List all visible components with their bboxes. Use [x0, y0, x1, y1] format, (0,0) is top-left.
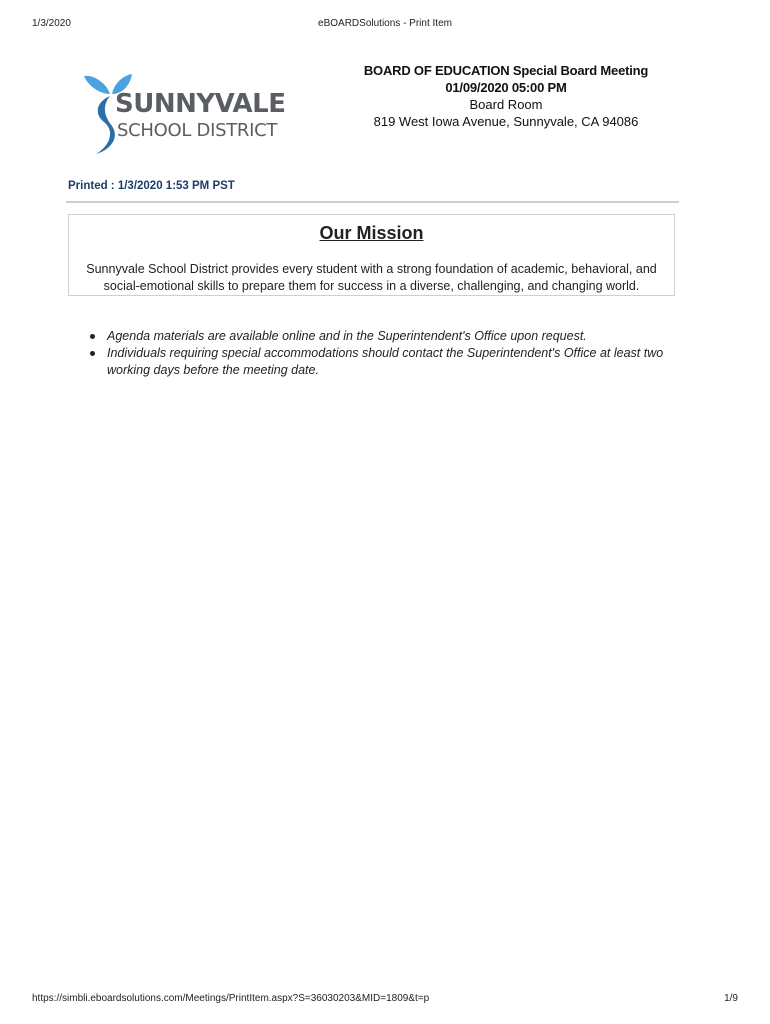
mission-box — [68, 214, 675, 296]
list-item — [88, 345, 678, 379]
print-date: 1/3/2020 — [32, 18, 71, 29]
logo-swoosh-icon — [96, 96, 115, 154]
logo-leaf-left-icon — [84, 76, 110, 94]
list-item — [88, 328, 678, 345]
mission-title: Our Mission — [319, 223, 424, 243]
meeting-room: Board Room — [469, 97, 543, 112]
notes-list — [88, 328, 678, 379]
print-title: eBOARDSolutions - Print Item — [318, 18, 452, 29]
printed-timestamp: Printed : 1/3/2020 1:53 PM PST — [68, 180, 235, 192]
print-header — [32, 18, 738, 32]
meeting-info — [346, 62, 666, 130]
page-number: 1/9 — [724, 993, 738, 1004]
bullet-icon — [90, 334, 95, 339]
bullet-icon — [90, 351, 95, 356]
divider — [66, 201, 679, 203]
page-url: https://simbli.eboardsolutions.com/Meetings/PrintItem.aspx?S=36030203&MID=1809&t=p — [32, 993, 430, 1004]
meeting-datetime: 01/09/2020 05:00 PM — [445, 80, 567, 95]
meeting-address: 819 West Iowa Avenue, Sunnyvale, CA 94086 — [373, 114, 639, 129]
mission-text: Sunnyvale School District provides every student with a strong foundation of academic, behavioral, and social-emotional skills to prepare them for success in a diverse, challenging, and changing world. — [86, 262, 657, 293]
meeting-heading: BOARD OF EDUCATION Special Board Meeting — [363, 63, 649, 78]
logo-line1: SUNNYVALE — [115, 89, 286, 119]
note-text: Individuals requiring special accommodations should contact the Superintendent's Office at least two working days before the meeting date. — [107, 346, 664, 377]
print-footer — [32, 993, 738, 1007]
logo-line2: SCHOOL DISTRICT — [117, 120, 278, 141]
note-text: Agenda materials are available online and in the Superintendent's Office upon request. — [107, 329, 587, 343]
